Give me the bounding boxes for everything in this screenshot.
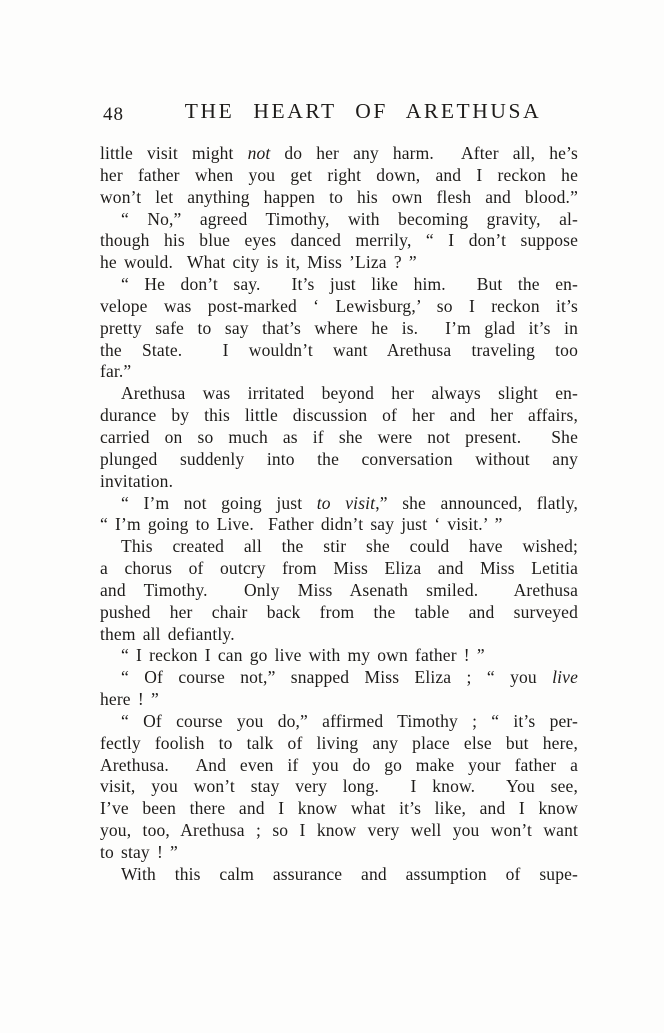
text-line (100, 602, 578, 624)
page-number: 48 (103, 104, 124, 125)
body-text: though his blue eyes danced merrily, “ I don’t suppose (100, 230, 578, 251)
body-text: I’ve been there and I know what it’s like, and I know (100, 798, 578, 819)
text-line (100, 471, 578, 493)
text-line (100, 776, 578, 798)
text-line (100, 187, 578, 209)
running-head (100, 99, 578, 129)
text-line (100, 230, 578, 252)
body-text: pretty safe to say that’s where he is. I’m glad it’s in (100, 317, 578, 338)
body-text: ,” she announced, flatly, (375, 492, 579, 513)
body-text: and Timothy. Only Miss Asenath smiled. Arethusa (100, 579, 578, 600)
text-line (100, 383, 578, 405)
text-line (100, 798, 578, 820)
body-text: her father when you get right down, and I reckon he (100, 164, 578, 185)
body-text: the State. I wouldn’t want Arethusa traveling too (100, 339, 578, 360)
text-line (100, 493, 578, 515)
body-text: far.” (100, 361, 132, 382)
text-line (100, 689, 578, 711)
text-line (100, 733, 578, 755)
text-line (100, 842, 578, 864)
body-text: This created all the stir she could have wished; (121, 536, 578, 557)
text-line (100, 449, 578, 471)
body-text: here ! ” (100, 689, 159, 710)
body-text: pushed her chair back from the table and surveyed (100, 601, 578, 622)
body-text: velope was post-marked ‘ Lewisburg,’ so I reckon it’s (100, 295, 578, 316)
text-line (100, 143, 578, 165)
body-text: visit, you won’t stay very long. I know. You see, (100, 776, 578, 797)
body-text: “ I’m going to Live. Father didn’t say just ‘ visit.’ ” (100, 514, 503, 535)
text-line (100, 427, 578, 449)
body-text: “ Of course not,” snapped Miss Eliza ; “ you (121, 667, 553, 688)
text-line (100, 580, 578, 602)
text-line (100, 864, 578, 886)
text-line (100, 274, 578, 296)
body-text: invitation. (100, 470, 174, 491)
running-title: THE HEART OF ARETHUSA (184, 99, 542, 123)
italic-text: live (552, 667, 578, 688)
body-text: do her any harm. After all, he’s (270, 143, 578, 163)
body-text: a chorus of outcry from Miss Eliza and Miss Letitia (100, 558, 578, 579)
body-text: won’t let anything happen to his own flesh and blood.” (100, 186, 578, 207)
body-text: you, too, Arethusa ; so I know very well you won’t want (100, 820, 578, 841)
text-line (100, 514, 578, 536)
text-line (100, 405, 578, 427)
body-text: plunged suddenly into the conversation without any (100, 448, 578, 469)
body-text: “ He don’t say. It’s just like him. But the en- (121, 274, 578, 295)
text-line (100, 624, 578, 646)
text-line (100, 252, 578, 274)
text-line (100, 711, 578, 733)
text-line (100, 558, 578, 580)
italic-text: to visit (316, 492, 376, 513)
italic-text: not (247, 143, 271, 163)
text-line (100, 340, 578, 362)
body-text: to stay ! ” (100, 842, 178, 862)
body-text: Arethusa was irritated beyond her always slight en- (121, 383, 578, 404)
body-text: durance by this little discussion of her and her affairs, (100, 405, 578, 426)
text-line (100, 361, 578, 383)
text-line (100, 755, 578, 777)
body-text: “ I’m not going just (121, 492, 317, 513)
body-text: “ I reckon I can go live with my own father ! ” (121, 645, 485, 666)
body-text: them all defiantly. (100, 623, 235, 644)
text-line (100, 645, 578, 667)
body-text: he would. What city is it, Miss ’Liza ? ” (100, 252, 417, 273)
text-line (100, 820, 578, 842)
body-text: little visit might (100, 143, 248, 163)
text-line (100, 318, 578, 340)
body-text: Arethusa. And even if you do go make your father a (100, 754, 578, 775)
body-text: With this calm assurance and assumption of supe- (121, 863, 578, 884)
body-text: fectly foolish to talk of living any place else but here, (100, 732, 578, 753)
text-line (100, 296, 578, 318)
text-line (100, 209, 578, 231)
body-text: “ No,” agreed Timothy, with becoming gravity, al- (121, 208, 578, 229)
page-text (100, 143, 578, 886)
text-line (100, 667, 578, 689)
text-line (100, 165, 578, 187)
body-text: “ Of course you do,” affirmed Timothy ; “ it’s per- (121, 710, 578, 731)
text-line (100, 536, 578, 558)
body-text: carried on so much as if she were not present. She (100, 426, 578, 447)
